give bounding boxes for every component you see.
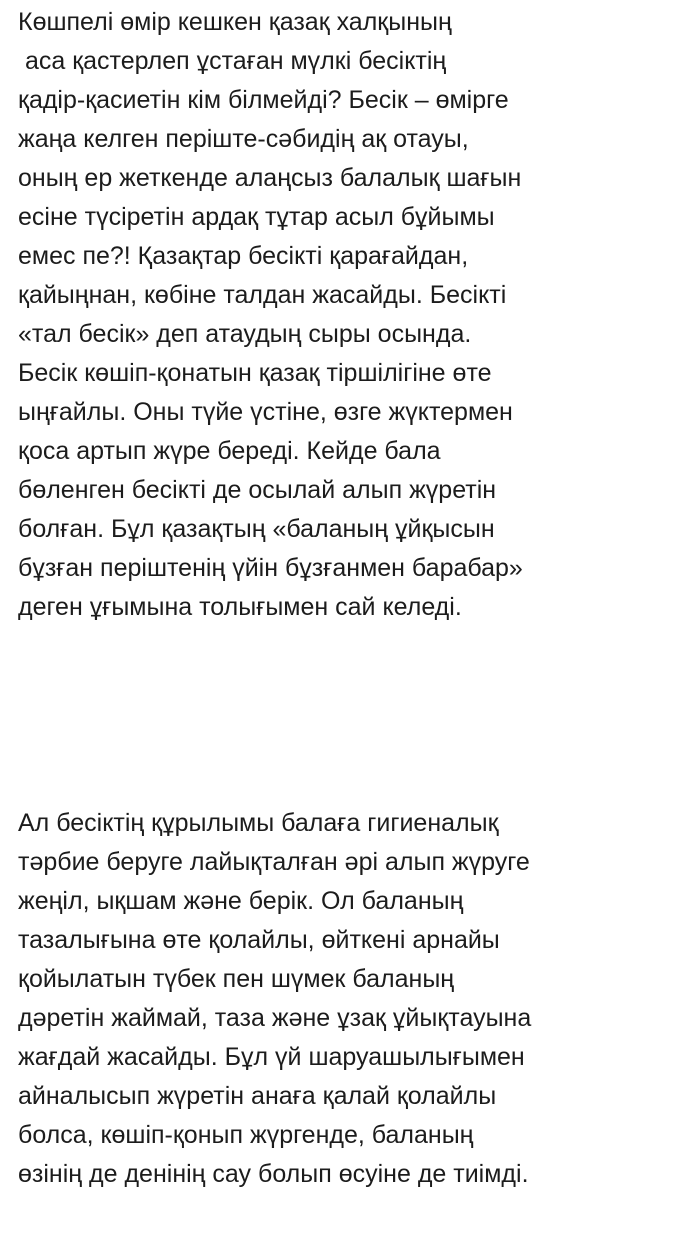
text-line: деген ұғымына толығымен сай келеді. [18,593,462,621]
text-line: Ал бесіктің құрылымы балаға гигиеналық [18,809,499,837]
text-line: аса қастерлеп ұстаған мүлкі бесіктің [18,47,447,75]
text-line: жаңа келген періште-сәбидің ақ отауы, [18,125,469,153]
text-line: есіне түсіретін ардақ тұтар асыл бұйымы [18,203,495,231]
text-line: тәрбие беруге лайықталған әрі алып жүруге [18,848,530,876]
text-line: айналысып жүретін анаға қалай қолайлы [18,1082,497,1110]
paragraph-cradle-structure [18,804,683,1194]
text-line: бөленген бесікті де осылай алып жүретін [18,476,497,504]
text-line: жеңіл, ықшам және берік. Ол баланың [18,887,464,915]
text-line: болған. Бұл қазақтың «баланың ұйқысын [18,515,495,543]
text-line: қайыңнан, көбіне талдан жасайды. Бесікті [18,281,507,309]
text-line: Көшпелі өмір кешкен қазақ халқының [18,8,452,36]
text-line: оның ер жеткенде алаңсыз балалық шағын [18,164,522,192]
text-line: дәретін жаймай, таза және ұзақ ұйықтауына [18,1004,532,1032]
text-line: қоса артып жүре береді. Кейде бала [18,437,441,465]
text-line: болса, көшіп-қонып жүргенде, баланың [18,1121,474,1149]
text-line: бұзған періштенің үйін бұзғанмен барабар» [18,554,523,582]
text-line: емес пе?! Қазақтар бесікті қарағайдан, [18,242,469,270]
text-line: өзінің де денінің сау болып өсуіне де тиімді. [18,1160,529,1188]
paragraph-cradle-history [18,3,683,627]
text-line: «тал бесік» деп атаудың сыры осында. [18,320,472,348]
text-line: ыңғайлы. Оны түйе үстіне, өзге жүктермен [18,398,513,426]
text-line: қойылатын түбек пен шүмек баланың [18,965,455,993]
text-line: Бесік көшіп-қонатын қазақ тіршілігіне өте [18,359,492,387]
text-line: қадір-қасиетін кім білмейді? Бесік – өмірге [18,86,509,114]
text-line: жағдай жасайды. Бұл үй шаруашылығымен [18,1043,525,1071]
text-line: тазалығына өте қолайлы, өйткені арнайы [18,926,500,954]
